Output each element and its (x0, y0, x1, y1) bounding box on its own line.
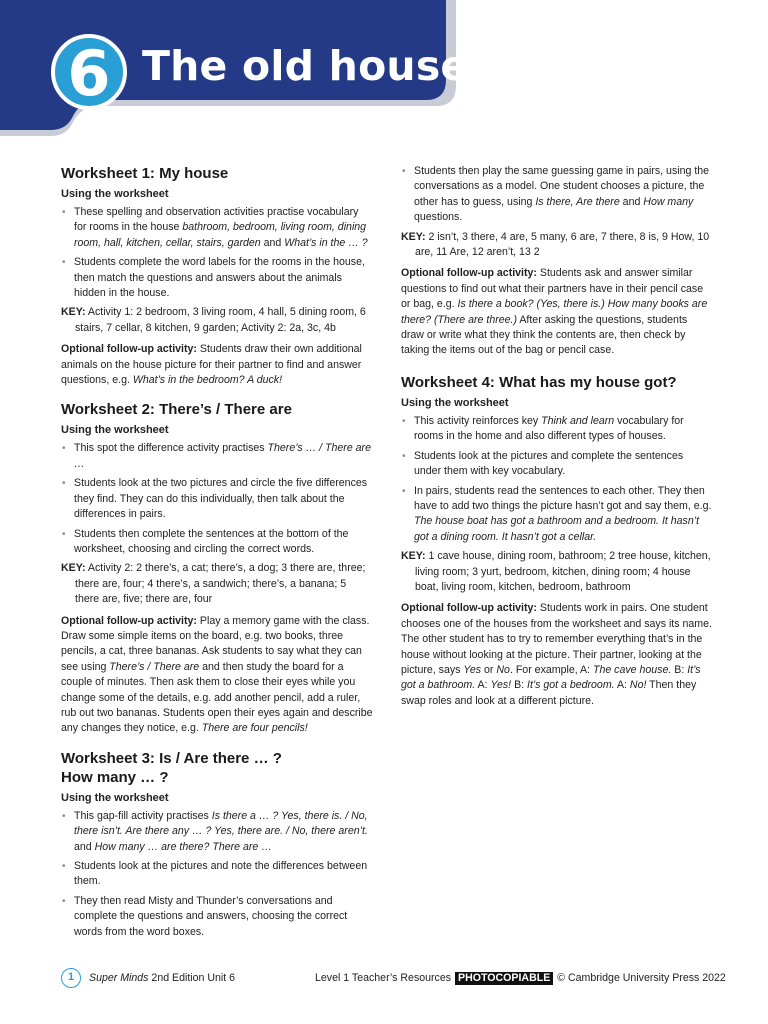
worksheet-1-subtitle: Using the worksheet (61, 188, 169, 200)
list-item: • Students then complete the sentences at the bottom of the worksheet, choosing and circling the correct words. (61, 527, 373, 558)
list-item: • Students look at the pictures and note the differences between them. (61, 859, 373, 890)
left-column (61, 164, 373, 944)
worksheet-2-title: Worksheet 2: There’s / There are (61, 401, 292, 419)
worksheet-3-subtitle: Using the worksheet (61, 791, 169, 804)
worksheet-3-bullets (61, 809, 373, 940)
worksheet-3-continued (401, 164, 713, 359)
unit-title: The old house (142, 42, 469, 90)
worksheet-1-section (61, 164, 373, 388)
worksheet-1-title: Worksheet 1: My house (61, 165, 229, 182)
unit-banner (0, 0, 768, 140)
page-number: 1 (61, 968, 81, 988)
worksheet-1-bullets (61, 205, 373, 301)
worksheet-1-key: KEY: Activity 1: 2 bedroom, 3 living room, 4 hall, 5 dining room, 6 stairs, 7 cellar, 8 kitchen, 9 garden; Activity 2: 2a, 3c, 4b (61, 306, 366, 334)
worksheet-4-bullets (401, 414, 713, 545)
list-item: • This spot the difference activity practises There’s … / There are … (61, 441, 373, 472)
worksheet-4-key: KEY: 1 cave house, dining room, bathroom; 2 tree house, kitchen, living room; 3 yurt, bedroom, kitchen, dining room; 4 house boat, living room, kitchen, bedroom, bathroom (401, 550, 711, 593)
worksheet-3-title: Worksheet 3: Is / Are there … ? How many … ? (61, 749, 282, 786)
photocopiable-badge: PHOTOCOPIABLE (455, 972, 553, 985)
page-footer (61, 968, 726, 992)
worksheet-2-follow-up: Optional follow-up activity: Play a memory game with the class. Draw some simple items on the board, e.g. two books, three pencils, a cat, three bananas. Ask students to say what they can see using There’s / There are and then study the board for a couple of minutes. Then ask them to close their eyes while you change some of the details, e.g. add another pencil, add a ruler, rub out two bananas. Students open their eyes again and describe any changes they notice, e.g. There are four pencils! (61, 614, 373, 735)
list-item: • Students look at the two pictures and circle the five differences they find. They can do this individually, then talk about the differences in pairs. (61, 476, 373, 522)
unit-number: 6 (67, 37, 111, 110)
worksheet-3-key: KEY: 2 isn’t, 3 there, 4 are, 5 many, 6 are, 7 there, 8 is, 9 How, 10 are, 11 Are, 12 aren’t, 13 2 (401, 230, 710, 259)
copyright: © Cambridge University Press 2022 (557, 972, 726, 984)
list-item: • They then read Misty and Thunder’s conversations and complete the questions and answers, choosing the correct words from the word boxes. (61, 894, 373, 940)
book-title: Super Minds 2nd Edition Unit 6 (89, 972, 236, 984)
worksheet-4-subtitle: Using the worksheet (401, 396, 509, 409)
worksheet-2-key: KEY: Activity 2: 2 there’s, a cat; there’s, a dog; 3 there are, three; there are, four; 4 there’s, a sandwich; there’s, a banana; 5 there are, five; there are, four (61, 562, 366, 606)
worksheet-3-bullets-continued (401, 164, 713, 226)
list-item: • Students look at the pictures and complete the sentences under them with key vocabulary. (401, 449, 713, 480)
worksheet-1-follow-up: Optional follow-up activity: Students draw their own additional animals on the house picture for their partner to find and answer questions, e.g. What’s in the bedroom? A duck! (61, 343, 362, 387)
worksheet-2-bullets (61, 441, 373, 557)
list-item: • This gap-fill activity practises Is there a … ? Yes, there is. / No, there isn’t. Are there any … ? Yes, there are. / No, there aren’t. and How many … are there? There are … (61, 809, 373, 855)
footer-resources: Level 1 Teacher’s Resources PHOTOCOPIABLE © Cambridge University Press 2022 (315, 972, 726, 984)
list-item: • This activity reinforces key Think and learn vocabulary for rooms in the home and also different types of houses. (401, 414, 713, 445)
worksheet-3-follow-up: Optional follow-up activity: Students ask and answer similar questions to find out what their partners have in their pencil case or bag, e.g. Is there a book? (Yes, there is.) How many books are there? (There are three.) After asking the questions, students draw or write what they think the contents are, then check by taking the items out of the bag or pencil case. (401, 267, 708, 357)
list-item: • These spelling and observation activities practise vocabulary for rooms in the house bathroom, bedroom, living room, dining room, hall, kitchen, cellar, stairs, garden and What’s in the … ? (61, 205, 373, 251)
right-column (401, 164, 713, 709)
worksheet-4-title: Worksheet 4: What has my house got? (401, 373, 677, 391)
worksheet-2-section (61, 400, 373, 736)
worksheet-4-follow-up: Optional follow-up activity: Students work in pairs. One student chooses one of the houses from the worksheet and says its name. The other student has to try to remember everything that’s in the house without looking at the picture. Their partner, looking at the picture, says Yes or No. For example, A: The cave house. B: It’s got a bathroom. A: Yes! B: It’s got a bedroom. A: No! Then they swap roles and look at a different picture. (401, 602, 712, 707)
worksheet-2-subtitle: Using the worksheet (61, 424, 169, 437)
list-item: • Students complete the word labels for the rooms in the house, then match the questions and answers about the animals hidden in the house. (61, 255, 373, 301)
worksheet-4-section (401, 373, 713, 709)
worksheet-3-section (61, 749, 373, 940)
list-item: • Students then play the same guessing game in pairs, using the conversations as a model. One student chooses a picture, the other has to guess, using Is there, Are there and How many questions. (401, 164, 713, 226)
list-item: • In pairs, students read the sentences to each other. They then have to add two things the picture hasn’t got and say them, e.g. The house boat has got a bathroom and a bedroom. It hasn’t got a dining room. It hasn’t got a cellar. (401, 484, 713, 546)
